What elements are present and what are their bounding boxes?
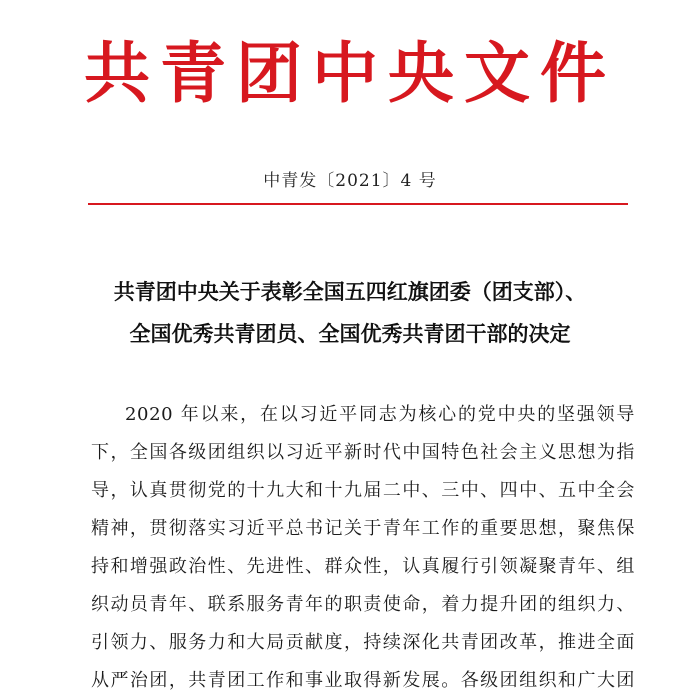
- body-line: 2020 年以来，在以习近平同志为核心的党中央的坚强领导: [125, 404, 635, 425]
- body-line: 精神，贯彻落实习近平总书记关于青年工作的重要思想，聚焦保: [91, 518, 635, 539]
- body-line: 织动员青年、联系服务青年的职责使命，着力提升团的组织力、: [91, 594, 635, 615]
- title-line-2: 全国优秀共青团员、全国优秀共青团干部的决定: [129, 322, 571, 346]
- body-line: 导，认真贯彻党的十九大和十九届二中、三中、四中、五中全会: [91, 480, 635, 501]
- body-line: 从严治团，共青团工作和事业取得新发展。各级团组织和广大团: [91, 670, 635, 691]
- red-divider-rule: [88, 203, 628, 205]
- body-line: 引领力、服务力和大局贡献度，持续深化共青团改革，推进全面: [91, 632, 635, 653]
- document-masthead: 共青团中央文件: [84, 34, 616, 112]
- body-line: 持和增强政治性、先进性、群众性，认真履行引领凝聚青年、组: [91, 556, 635, 577]
- body-paragraph: [91, 396, 635, 700]
- title-line-1: 共青团中央关于表彰全国五四红旗团委（团支部）、: [113, 280, 587, 304]
- body-line: 下，全国各级团组织以习近平新时代中国特色社会主义思想为指: [91, 442, 635, 463]
- document-number: 中青发〔2021〕4 号: [263, 171, 437, 191]
- document-title: [40, 271, 660, 355]
